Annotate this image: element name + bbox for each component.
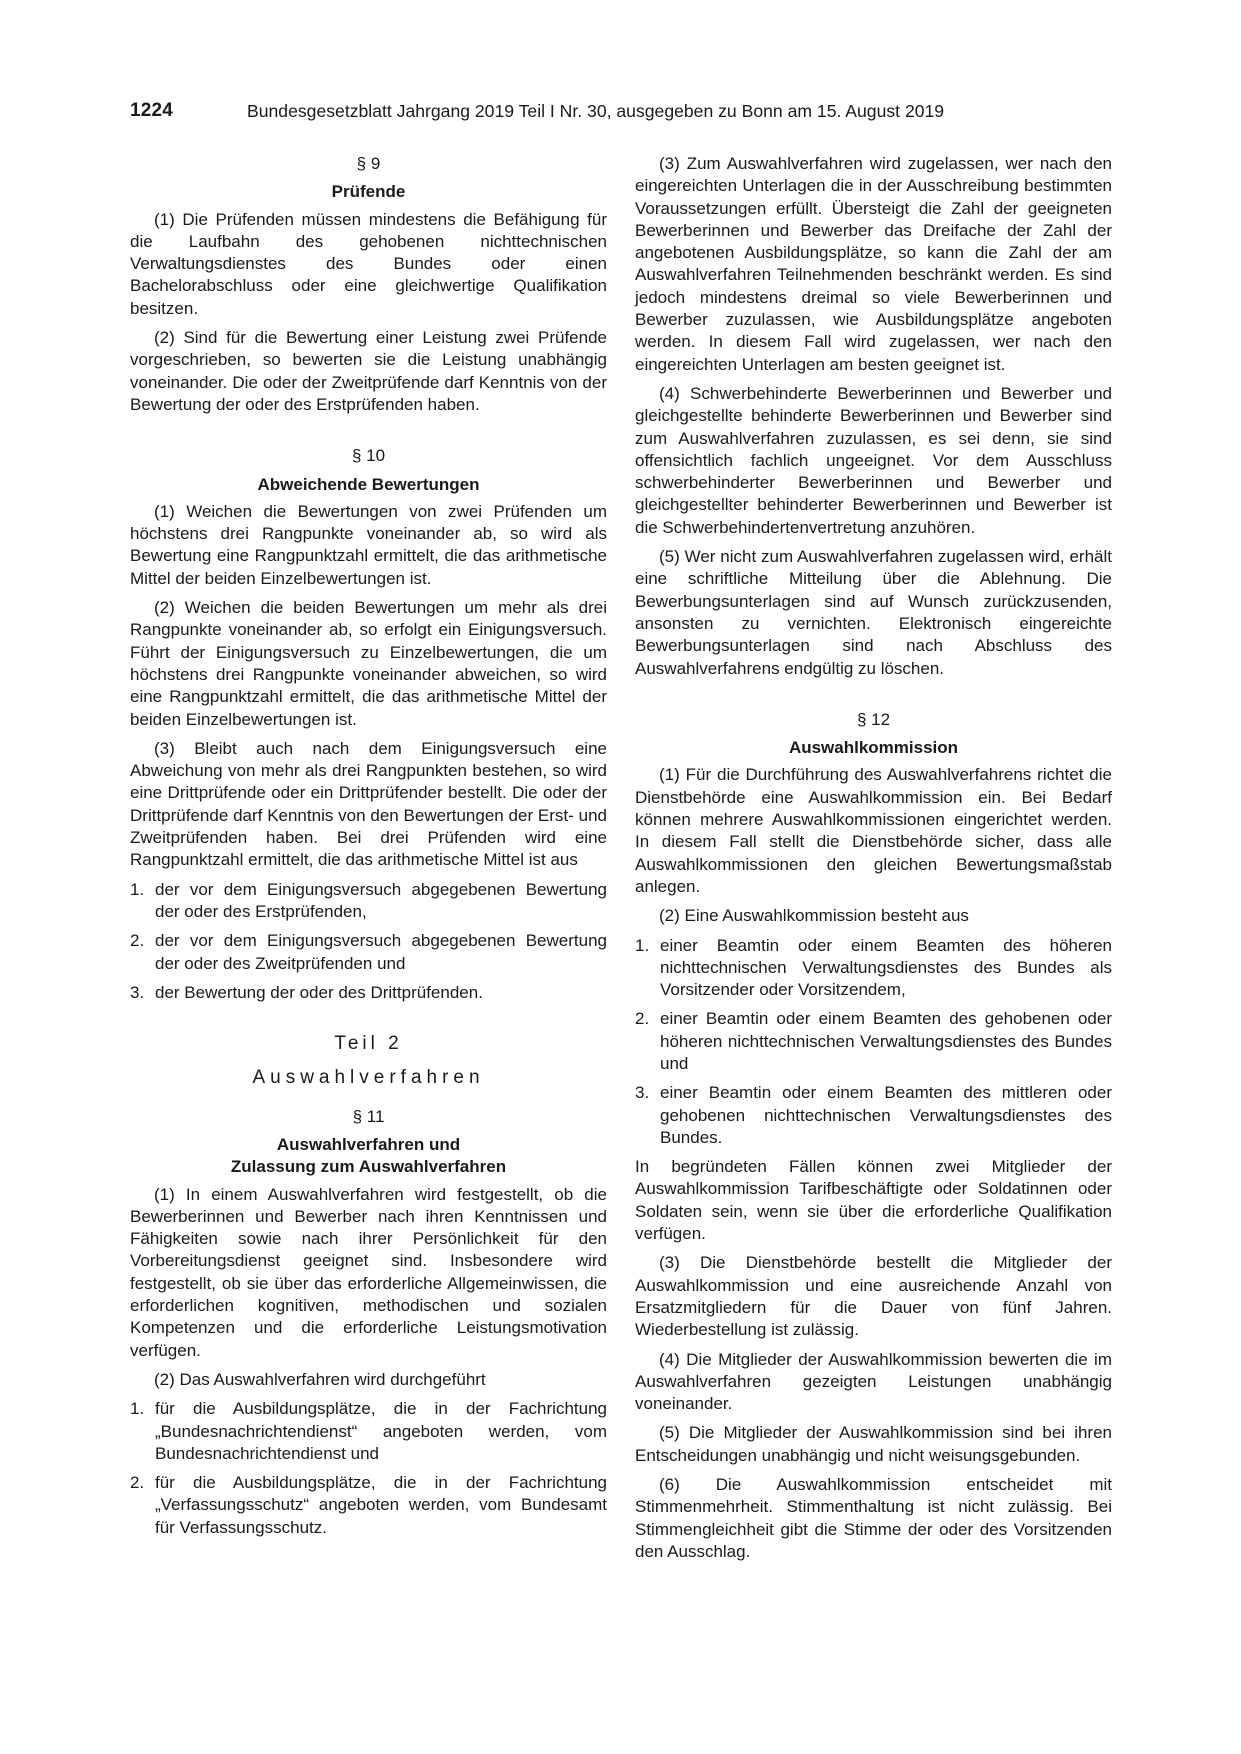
list-item: 2. einer Beamtin oder einem Beamten des gehobenen oder höheren nichttechnischen Verwaltungsdienstes des Bundes und bbox=[635, 1009, 1112, 1073]
list-item: 1. für die Ausbildungsplätze, die in der Fachrichtung „Bundesnachrichtendienst“ angeboten werden, vom Bundesnachrichtendienst und bbox=[130, 1399, 607, 1463]
header-title: Bundesgesetzblatt Jahrgang 2019 Teil I Nr. 30, ausgegeben zu Bonn am 15. August 2019 bbox=[247, 101, 945, 121]
section-11-list bbox=[130, 1398, 607, 1539]
section-11-paragraph-1: (1) In einem Auswahlverfahren wird festgestellt, ob die Bewerberinnen und Bewerber nach ihren Kenntnissen und Fähigkeiten sowie nach ihrer Persönlichkeit für den Vorbereitungsdienst geeignet sind. Insbesondere wird festgestellt, ob sie über das erforderliche Allgemeinwissen, die erforderlichen kognitiven, methodischen und sozialen Kompetenzen und die erforderliche Leistungsmotivation verfügen. bbox=[130, 1184, 607, 1360]
section-12-paragraph-2: (2) Eine Auswahlkommission besteht aus bbox=[659, 906, 969, 926]
section-12-paragraph-4: (4) Die Mitglieder der Auswahlkommission bewerten die im Auswahlverfahren gezeigten Leistungen unabhängig voneinander. bbox=[635, 1349, 1112, 1414]
section-12-paragraph-2-continuation: In begründeten Fällen können zwei Mitglieder der Auswahlkommission Tarifbeschäftigte oder Soldatinnen oder Soldaten sein, wenn sie über die erforderliche Qualifikation verfügen. bbox=[635, 1157, 1112, 1244]
section-10-number: § 10 bbox=[351, 446, 386, 466]
section-12-paragraph-3: (3) Die Dienstbehörde bestellt die Mitglieder der Auswahlkommission und eine ausreichende Anzahl von Ersatzmitgliedern für die Dauer von fünf Jahren. Wiederbestellung ist zulässig. bbox=[635, 1253, 1112, 1340]
section-11-paragraph-5: (5) Wer nicht zum Auswahlverfahren zugelassen wird, erhält eine schriftliche Mitteilung über die Ablehnung. Die Bewerbungsunterlagen sind auf Wunsch zurückzusenden, ansonsten zu vernichten. Elektronisch eingereichte Bewerbungsunterlagen sind nach Abschluss des Auswahlverfahrens endgültig zu löschen. bbox=[635, 547, 1112, 678]
list-item: 2. für die Ausbildungsplätze, die in der Fachrichtung „Verfassungsschutz“ angeboten werden, vom Bundesamt für Verfassungsschutz. bbox=[130, 1473, 607, 1537]
page-number: 1224 bbox=[130, 100, 174, 121]
section-12-paragraph-6: (6) Die Auswahlkommission entscheidet mit Stimmenmehrheit. Stimmenthaltung ist nicht zulässig. Bei Stimmengleichheit gibt die Stimme der oder des Vorsitzenden den Ausschlag. bbox=[635, 1475, 1112, 1561]
part-title: Auswahlverfahren bbox=[252, 1067, 485, 1089]
part-label: Teil 2 bbox=[334, 1033, 403, 1055]
section-9-paragraph-2: (2) Sind für die Bewertung einer Leistung zwei Prüfende vorgeschrieben, so bewerten sie die Leistung unabhängig voneinander. Die oder der Zweitprüfende darf Kenntnis von der Bewertung der oder des Erstprüfenden haben. bbox=[130, 328, 607, 414]
left-column bbox=[130, 153, 607, 1546]
list-item: 3. der Bewertung der oder des Drittprüfenden. bbox=[130, 982, 483, 1002]
section-9-title: Prüfende bbox=[331, 182, 406, 202]
section-12-paragraph-1: (1) Für die Durchführung des Auswahlverfahrens richtet die Dienstbehörde eine Auswahlkommission ein. Bei Bedarf können mehrere Auswahlkommissionen eingerichtet werden. In diesem Fall stellt die Dienstbehörde sicher, dass alle Auswahlkommissionen den gleichen Bewertungsmaßstab anlegen. bbox=[635, 765, 1112, 896]
section-11-paragraph-4: (4) Schwerbehinderte Bewerberinnen und Bewerber und gleichgestellte behinderte Bewerberinnen und Bewerber sind zum Auswahlverfahren zuzulassen, es sei denn, sie sind offensichtlich fachlich ungeeignet. Vor dem Ausschluss schwerbehinderter Bewerberinnen und Bewerber und gleichgestellter behinderter Bewerberinnen und Bewerber ist die Schwerbehindertenvertretung anzuhören. bbox=[635, 383, 1112, 537]
list-item: 3. einer Beamtin oder einem Beamten des mittleren oder gehobenen nichttechnischen Verwaltungsdienstes des Bundes. bbox=[635, 1083, 1112, 1147]
section-9-paragraph-1: (1) Die Prüfenden müssen mindestens die Befähigung für die Laufbahn des gehobenen nichttechnischen Verwaltungsdienstes des Bundes oder einen Bachelorabschluss oder eine gleichwertige Qualifikation besitzen. bbox=[130, 209, 607, 318]
section-11-paragraph-2: (2) Das Auswahlverfahren wird durchgeführt bbox=[154, 1369, 486, 1389]
section-11-title bbox=[130, 1134, 607, 1179]
section-10-paragraph-2: (2) Weichen die beiden Bewertungen um mehr als drei Rangpunkte voneinander ab, so erfolgt ein Einigungsversuch. Führt der Einigungsversuch zu Einzelbewertungen, die um höchstens drei Rangpunkte voneinander abweichen, so wird eine Rangpunktzahl ermittelt, die das arithmetische Mittel der beiden Einzelbewertungen ist. bbox=[130, 598, 607, 729]
list-item: 1. der vor dem Einigungsversuch abgegebenen Bewertung der oder des Erstprüfenden, bbox=[130, 879, 607, 921]
section-10-list bbox=[130, 879, 607, 1004]
section-11-title-line-2: Zulassung zum Auswahlverfahren bbox=[230, 1157, 507, 1177]
right-column bbox=[635, 153, 1112, 1570]
section-10-title: Abweichende Bewertungen bbox=[257, 474, 480, 494]
list-item: 2. der vor dem Einigungsversuch abgegebenen Bewertung der oder des Zweitprüfenden und bbox=[130, 931, 607, 973]
section-12-number: § 12 bbox=[856, 709, 891, 729]
section-10-paragraph-3: (3) Bleibt auch nach dem Einigungsversuch eine Abweichung von mehr als drei Rangpunkten bestehen, so wird eine Drittprüfende oder ein Drittprüfender bestellt. Die oder der Drittprüfende darf Kenntnis von den Bewertungen der Erst- und Zweitprüfenden haben. Bei drei Prüfenden wird eine Rangpunktzahl ermittelt, die das arithmetische Mittel ist aus bbox=[130, 738, 607, 870]
list-item: 1. einer Beamtin oder einem Beamten des höheren nichttechnischen Verwaltungsdienstes des Bundes als Vorsitzender oder Vorsitzendem, bbox=[635, 935, 1112, 1000]
section-12-title: Auswahlkommission bbox=[788, 738, 959, 758]
section-11-number: § 11 bbox=[352, 1106, 385, 1126]
section-9-number: § 9 bbox=[356, 154, 381, 173]
page-header bbox=[130, 100, 1110, 126]
section-11-paragraph-3: (3) Zum Auswahlverfahren wird zugelassen, wer nach den eingereichten Unterlagen die in der Ausschreibung bestimmten Voraussetzungen erfüllt. Übersteigt die Zahl der geeigneten Bewerberinnen und Bewerber das Dreifache der Zahl der angebotenen Ausbildungsplätze, so kann die Zahl der am Auswahlverfahren Teilnehmenden beschränkt werden. Es sind jedoch mindestens dreimal so viele Bewerberinnen und Bewerber zuzulassen, wie Ausbildungsplätze angeboten werden. In diesem Fall wird zugelassen, wer nach den eingereichten Unterlagen am besten geeignet ist. bbox=[635, 154, 1112, 374]
section-12-paragraph-5: (5) Die Mitglieder der Auswahlkommission sind bei ihren Entscheidungen unabhängig und nicht weisungsgebunden. bbox=[635, 1423, 1112, 1465]
section-12-list bbox=[635, 935, 1112, 1150]
section-11-title-line-1: Auswahlverfahren und bbox=[276, 1134, 461, 1154]
section-10-paragraph-1: (1) Weichen die Bewertungen von zwei Prüfenden um höchstens drei Rangpunkte voneinander ab, so wird als Bewertung eine Rangpunktzahl ermittelt, die das arithmetische Mittel der beiden Einzelbewertungen ist. bbox=[130, 501, 607, 588]
